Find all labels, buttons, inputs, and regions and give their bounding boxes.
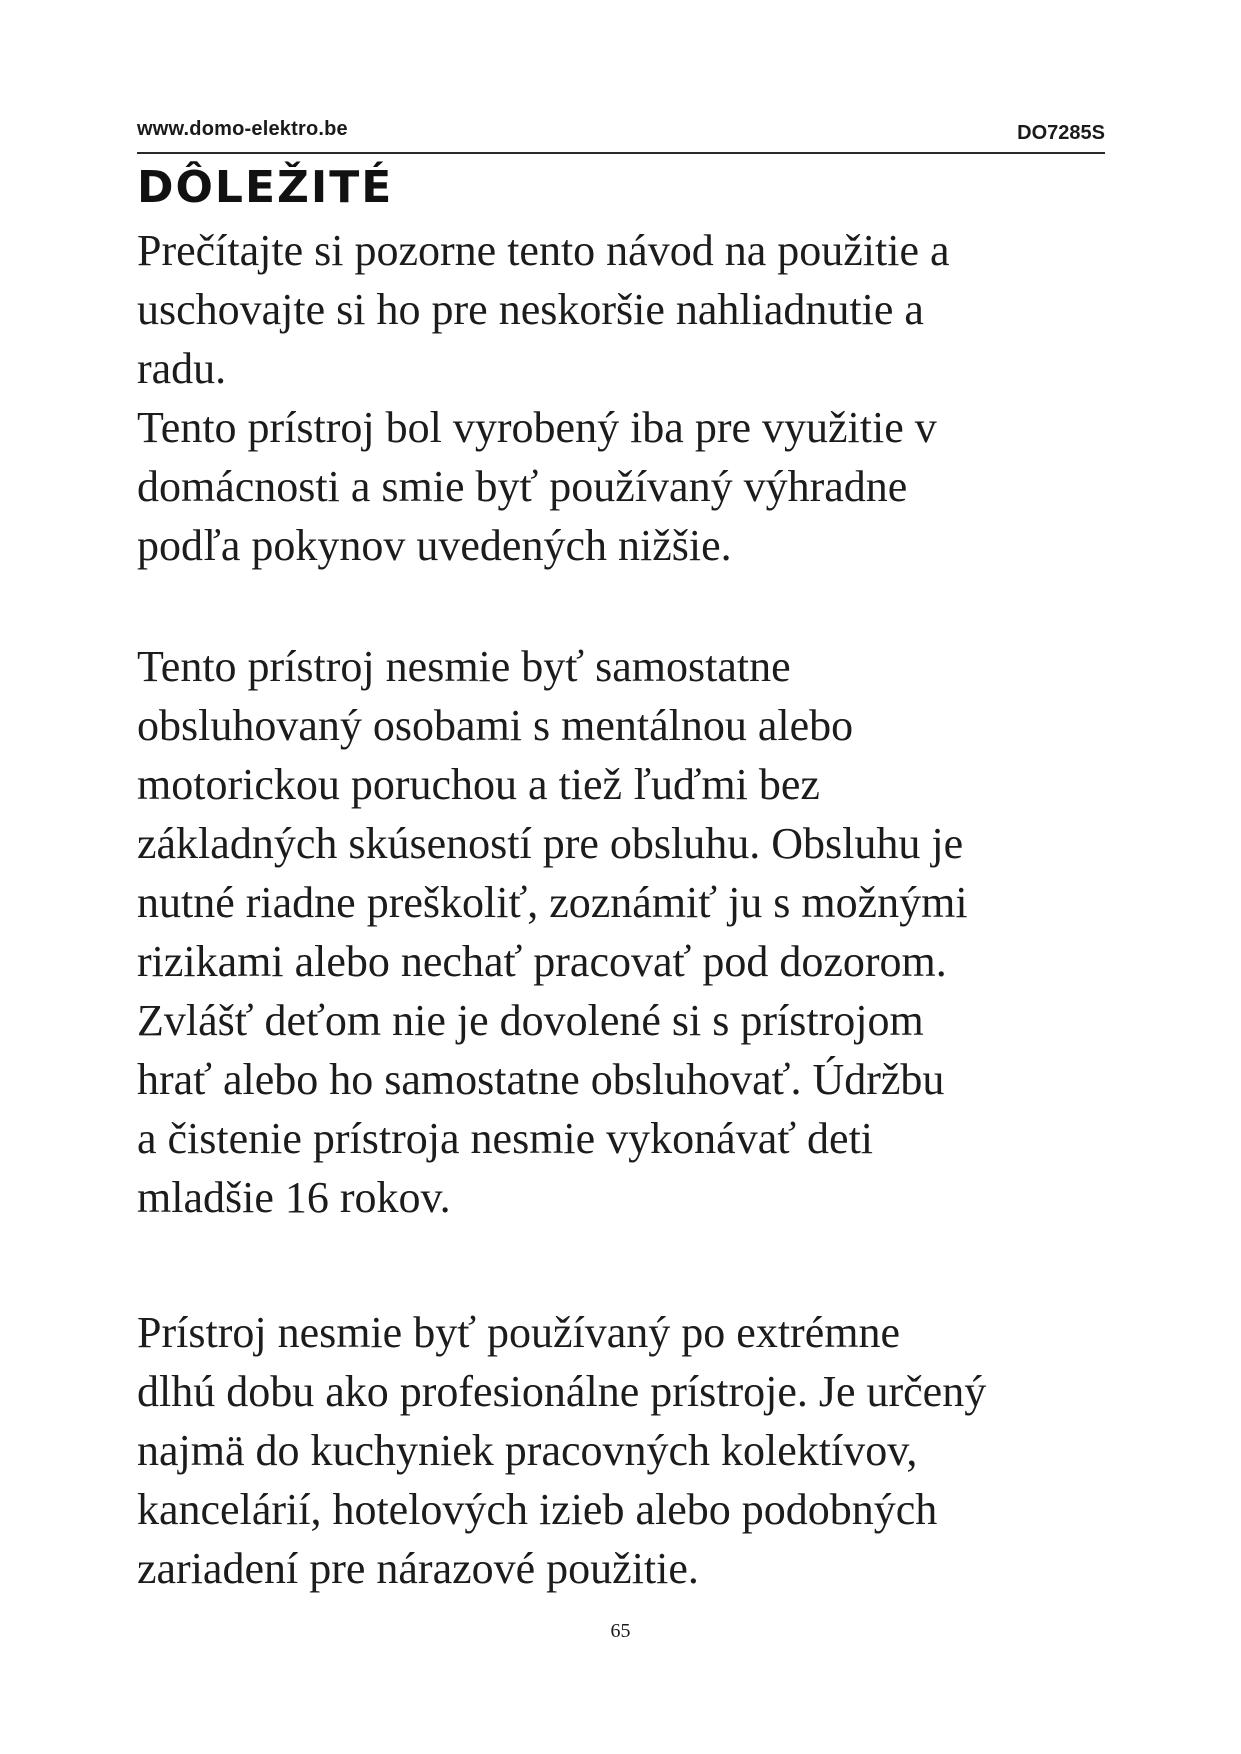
text-line: rizikami alebo nechať pracovať pod dozorom. (137, 937, 947, 986)
website-url: www.domo-elektro.be (137, 118, 348, 140)
text-line: Tento prístroj bol vyrobený iba pre využitie v (137, 403, 937, 452)
paragraph-usage-limits (137, 1303, 1137, 1598)
text-line: dlhú dobu ako profesionálne prístroje. Je určený (137, 1367, 987, 1416)
text-line: Prístroj nesmie byť používaný po extrémne (137, 1308, 900, 1357)
text-line: základných skúseností pre obsluhu. Obsluhu je (137, 819, 964, 868)
text-line: podľa pokynov uvedených nižšie. (137, 521, 732, 570)
text-line: radu. (137, 344, 227, 393)
text-line: Tento prístroj nesmie byť samostatne (137, 642, 791, 691)
text-line: Zvlášť deťom nie je dovolené si s prístrojom (137, 996, 924, 1045)
paragraph-important-intro (137, 221, 1137, 575)
paragraph-user-restrictions (137, 637, 1137, 1227)
text-line: mladšie 16 rokov. (137, 1173, 451, 1222)
text-line: nutné riadne preškoliť, zoznámiť ju s možnými (137, 878, 968, 927)
text-line: uschovajte si ho pre neskoršie nahliadnutie a (137, 285, 924, 334)
text-line: obsluhovaný osobami s mentálnou alebo (137, 701, 854, 750)
text-line: zariadení pre nárazové použitie. (137, 1544, 699, 1593)
text-line: hrať alebo ho samostatne obsluhovať. Údržbu (137, 1055, 945, 1104)
text-line: motorickou poruchou a tiež ľuďmi bez (137, 760, 820, 809)
text-line: a čistenie prístroja nesmie vykonávať deti (137, 1114, 874, 1163)
model-number: DO7285S (1017, 122, 1105, 144)
page-number: 65 (610, 1620, 631, 1642)
section-title: DÔLEŽITÉ (137, 162, 394, 213)
page-header (137, 118, 1105, 154)
text-line: Prečítajte si pozorne tento návod na použitie a (137, 226, 950, 275)
text-line: domácnosti a smie byť používaný výhradne (137, 462, 908, 511)
text-line: najmä do kuchyniek pracovných kolektívov, (137, 1426, 918, 1475)
text-line: kancelárií, hotelových izieb alebo podobných (137, 1485, 938, 1534)
